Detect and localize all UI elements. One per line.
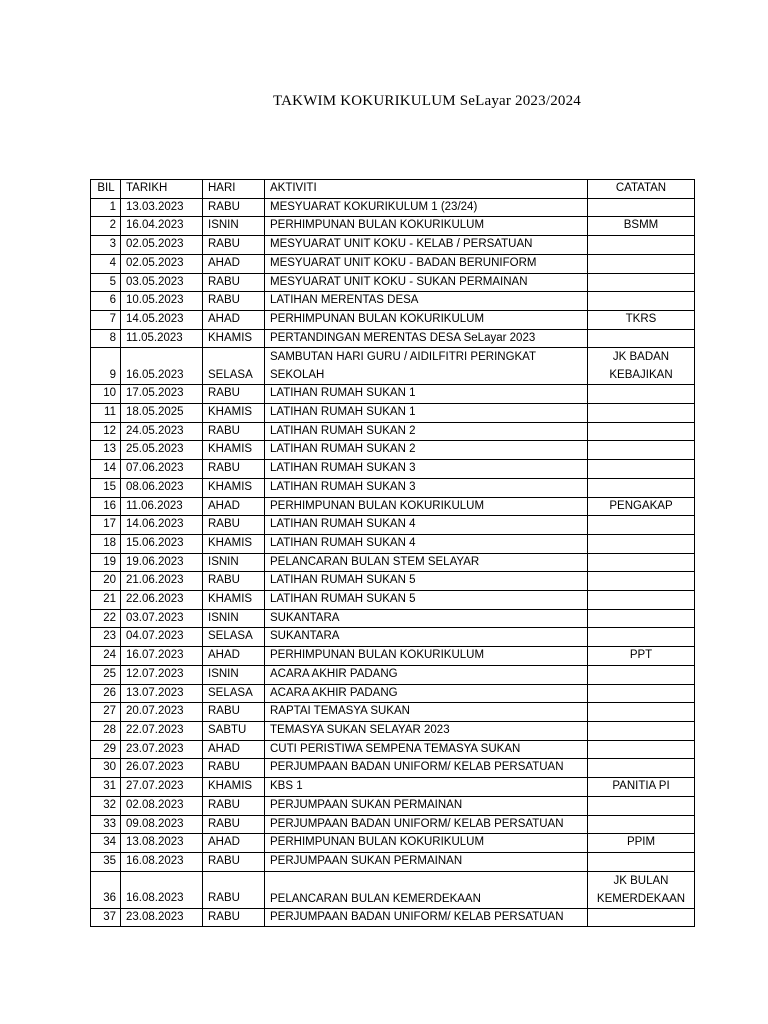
header-tarikh: TARIKH — [121, 180, 203, 199]
cell-aktiviti: MESYUARAT UNIT KOKU - BADAN BERUNIFORM — [265, 254, 588, 273]
table-row — [91, 198, 695, 217]
table-row — [91, 721, 695, 740]
cell-tarikh: 19.06.2023 — [121, 553, 203, 572]
cell-hari: AHAD — [203, 647, 265, 666]
cell-tarikh: 14.05.2023 — [121, 310, 203, 329]
cell-hari: SABTU — [203, 721, 265, 740]
cell-aktiviti: PERHIMPUNAN BULAN KOKURIKULUM — [265, 217, 588, 236]
cell-aktiviti: ACARA AKHIR PADANG — [265, 684, 588, 703]
cell-aktiviti: LATIHAN RUMAH SUKAN 1 — [265, 385, 588, 404]
cell-tarikh: 18.05.2025 — [121, 404, 203, 423]
cell-tarikh: 03.07.2023 — [121, 609, 203, 628]
cell-catatan — [588, 796, 695, 815]
cell-tarikh: 13.07.2023 — [121, 684, 203, 703]
cell-aktiviti: LATIHAN RUMAH SUKAN 2 — [265, 441, 588, 460]
table-row — [91, 778, 695, 797]
cell-bil: 16 — [91, 497, 121, 516]
cell-hari: RABU — [203, 703, 265, 722]
cell-hari: AHAD — [203, 834, 265, 853]
table-row — [91, 236, 695, 255]
cell-hari: RABU — [203, 852, 265, 871]
cell-hari: ISNIN — [203, 217, 265, 236]
table-row — [91, 796, 695, 815]
cell-tarikh: 13.08.2023 — [121, 834, 203, 853]
cell-tarikh: 27.07.2023 — [121, 778, 203, 797]
cell-bil: 21 — [91, 591, 121, 610]
table-row — [91, 497, 695, 516]
cell-aktiviti: KBS 1 — [265, 778, 588, 797]
cell-hari: RABU — [203, 385, 265, 404]
cell-catatan — [588, 684, 695, 703]
cell-catatan — [588, 441, 695, 460]
cell-hari: RABU — [203, 516, 265, 535]
cell-aktiviti: RAPTAI TEMASYA SUKAN — [265, 703, 588, 722]
cell-catatan — [588, 852, 695, 871]
table-row — [91, 422, 695, 441]
table-row — [91, 478, 695, 497]
cell-tarikh: 16.07.2023 — [121, 647, 203, 666]
cell-catatan — [588, 292, 695, 311]
header-hari: HARI — [203, 180, 265, 199]
cell-bil: 22 — [91, 609, 121, 628]
cell-catatan — [588, 572, 695, 591]
cell-catatan — [588, 908, 695, 927]
cell-hari: SELASA — [203, 348, 265, 385]
cell-aktiviti: PERJUMPAAN BADAN UNIFORM/ KELAB PERSATUAN — [265, 815, 588, 834]
cell-catatan — [588, 254, 695, 273]
cell-aktiviti: PERJUMPAAN SUKAN PERMAINAN — [265, 796, 588, 815]
cell-catatan: PENGAKAP — [588, 497, 695, 516]
cell-bil: 24 — [91, 647, 121, 666]
cell-aktiviti: PERHIMPUNAN BULAN KOKURIKULUM — [265, 834, 588, 853]
cell-aktiviti: LATIHAN MERENTAS DESA — [265, 292, 588, 311]
table-row — [91, 665, 695, 684]
cell-hari: RABU — [203, 908, 265, 927]
cell-bil: 20 — [91, 572, 121, 591]
cell-tarikh: 16.08.2023 — [121, 871, 203, 908]
cell-aktiviti: LATIHAN RUMAH SUKAN 3 — [265, 478, 588, 497]
cell-bil: 6 — [91, 292, 121, 311]
cell-tarikh: 10.05.2023 — [121, 292, 203, 311]
cell-bil: 2 — [91, 217, 121, 236]
cell-hari: ISNIN — [203, 553, 265, 572]
cell-bil: 25 — [91, 665, 121, 684]
cell-catatan — [588, 665, 695, 684]
cell-catatan: JK BADAN KEBAJIKAN — [588, 348, 695, 385]
cell-tarikh: 22.07.2023 — [121, 721, 203, 740]
table-row — [91, 871, 695, 908]
cell-bil: 27 — [91, 703, 121, 722]
cell-tarikh: 20.07.2023 — [121, 703, 203, 722]
cell-hari: ISNIN — [203, 609, 265, 628]
cell-tarikh: 26.07.2023 — [121, 759, 203, 778]
activity-calendar-table — [90, 179, 695, 927]
cell-hari: KHAMIS — [203, 534, 265, 553]
cell-bil: 9 — [91, 348, 121, 385]
cell-hari: ISNIN — [203, 665, 265, 684]
table-row — [91, 348, 695, 385]
cell-bil: 4 — [91, 254, 121, 273]
cell-hari: KHAMIS — [203, 778, 265, 797]
cell-aktiviti: LATIHAN RUMAH SUKAN 1 — [265, 404, 588, 423]
cell-catatan — [588, 236, 695, 255]
cell-bil: 18 — [91, 534, 121, 553]
cell-bil: 26 — [91, 684, 121, 703]
cell-tarikh: 02.08.2023 — [121, 796, 203, 815]
cell-aktiviti: CUTI PERISTIWA SEMPENA TEMASYA SUKAN — [265, 740, 588, 759]
table-row — [91, 385, 695, 404]
cell-aktiviti: LATIHAN RUMAH SUKAN 5 — [265, 591, 588, 610]
table-row — [91, 815, 695, 834]
table-row — [91, 329, 695, 348]
cell-catatan — [588, 273, 695, 292]
table-row — [91, 740, 695, 759]
cell-catatan — [588, 553, 695, 572]
cell-aktiviti: MESYUARAT KOKURIKULUM 1 (23/24) — [265, 198, 588, 217]
cell-tarikh: 16.08.2023 — [121, 852, 203, 871]
cell-tarikh: 09.08.2023 — [121, 815, 203, 834]
cell-tarikh: 25.05.2023 — [121, 441, 203, 460]
table-row — [91, 404, 695, 423]
cell-bil: 37 — [91, 908, 121, 927]
cell-catatan — [588, 516, 695, 535]
table-row — [91, 759, 695, 778]
cell-tarikh: 16.05.2023 — [121, 348, 203, 385]
cell-tarikh: 23.07.2023 — [121, 740, 203, 759]
cell-catatan — [588, 478, 695, 497]
cell-aktiviti: SUKANTARA — [265, 628, 588, 647]
cell-catatan: TKRS — [588, 310, 695, 329]
cell-tarikh: 23.08.2023 — [121, 908, 203, 927]
cell-hari: KHAMIS — [203, 441, 265, 460]
table-row — [91, 834, 695, 853]
table-row — [91, 908, 695, 927]
cell-bil: 36 — [91, 871, 121, 908]
cell-bil: 33 — [91, 815, 121, 834]
cell-catatan — [588, 721, 695, 740]
cell-aktiviti: PERTANDINGAN MERENTAS DESA SeLayar 2023 — [265, 329, 588, 348]
table-row — [91, 534, 695, 553]
cell-bil: 34 — [91, 834, 121, 853]
cell-catatan: PANITIA PI — [588, 778, 695, 797]
table-row — [91, 703, 695, 722]
cell-catatan — [588, 628, 695, 647]
cell-tarikh: 07.06.2023 — [121, 460, 203, 479]
cell-hari: RABU — [203, 273, 265, 292]
cell-bil: 5 — [91, 273, 121, 292]
cell-catatan — [588, 385, 695, 404]
table-row — [91, 460, 695, 479]
table-row — [91, 628, 695, 647]
cell-catatan — [588, 460, 695, 479]
cell-aktiviti: SAMBUTAN HARI GURU / AIDILFITRI PERINGKAT SEKOLAH — [265, 348, 588, 385]
cell-catatan — [588, 703, 695, 722]
cell-catatan: PPT — [588, 647, 695, 666]
table-row — [91, 292, 695, 311]
cell-tarikh: 11.06.2023 — [121, 497, 203, 516]
cell-aktiviti: PELANCARAN BULAN KEMERDEKAAN — [265, 871, 588, 908]
cell-hari: RABU — [203, 198, 265, 217]
cell-hari: AHAD — [203, 497, 265, 516]
table-row — [91, 852, 695, 871]
cell-tarikh: 13.03.2023 — [121, 198, 203, 217]
cell-tarikh: 02.05.2023 — [121, 236, 203, 255]
cell-aktiviti: MESYUARAT UNIT KOKU - KELAB / PERSATUAN — [265, 236, 588, 255]
cell-aktiviti: LATIHAN RUMAH SUKAN 4 — [265, 516, 588, 535]
cell-hari: RABU — [203, 796, 265, 815]
cell-hari: RABU — [203, 572, 265, 591]
cell-aktiviti: PERHIMPUNAN BULAN KOKURIKULUM — [265, 497, 588, 516]
cell-hari: RABU — [203, 460, 265, 479]
cell-aktiviti: MESYUARAT UNIT KOKU - SUKAN PERMAINAN — [265, 273, 588, 292]
cell-tarikh: 02.05.2023 — [121, 254, 203, 273]
cell-bil: 35 — [91, 852, 121, 871]
table-row — [91, 254, 695, 273]
cell-aktiviti: SUKANTARA — [265, 609, 588, 628]
cell-catatan — [588, 534, 695, 553]
cell-bil: 11 — [91, 404, 121, 423]
cell-tarikh: 21.06.2023 — [121, 572, 203, 591]
document-title: TAKWIM KOKURIKULUM SeLayar 2023/2024 — [272, 93, 582, 109]
table-row — [91, 217, 695, 236]
cell-hari: RABU — [203, 236, 265, 255]
cell-catatan — [588, 591, 695, 610]
cell-catatan — [588, 198, 695, 217]
cell-bil: 10 — [91, 385, 121, 404]
cell-bil: 32 — [91, 796, 121, 815]
header-bil: BIL — [91, 180, 121, 199]
cell-hari: AHAD — [203, 740, 265, 759]
cell-tarikh: 04.07.2023 — [121, 628, 203, 647]
cell-catatan — [588, 740, 695, 759]
header-aktiviti: AKTIVITI — [265, 180, 588, 199]
table-row — [91, 516, 695, 535]
cell-hari: KHAMIS — [203, 404, 265, 423]
cell-aktiviti: LATIHAN RUMAH SUKAN 2 — [265, 422, 588, 441]
cell-aktiviti: PERHIMPUNAN BULAN KOKURIKULUM — [265, 310, 588, 329]
cell-tarikh: 11.05.2023 — [121, 329, 203, 348]
cell-bil: 1 — [91, 198, 121, 217]
cell-hari: RABU — [203, 292, 265, 311]
cell-bil: 14 — [91, 460, 121, 479]
table-row — [91, 647, 695, 666]
cell-hari: SELASA — [203, 628, 265, 647]
cell-bil: 31 — [91, 778, 121, 797]
cell-tarikh: 14.06.2023 — [121, 516, 203, 535]
cell-tarikh: 15.06.2023 — [121, 534, 203, 553]
cell-aktiviti: PERJUMPAAN BADAN UNIFORM/ KELAB PERSATUAN — [265, 908, 588, 927]
cell-tarikh: 24.05.2023 — [121, 422, 203, 441]
cell-hari: SELASA — [203, 684, 265, 703]
cell-bil: 3 — [91, 236, 121, 255]
table-header-row — [91, 180, 695, 199]
cell-tarikh: 22.06.2023 — [121, 591, 203, 610]
cell-hari: RABU — [203, 815, 265, 834]
cell-bil: 23 — [91, 628, 121, 647]
cell-catatan: PPIM — [588, 834, 695, 853]
cell-bil: 17 — [91, 516, 121, 535]
header-catatan: CATATAN — [588, 180, 695, 199]
table-row — [91, 591, 695, 610]
cell-aktiviti: LATIHAN RUMAH SUKAN 4 — [265, 534, 588, 553]
cell-bil: 19 — [91, 553, 121, 572]
cell-hari: AHAD — [203, 254, 265, 273]
table-row — [91, 684, 695, 703]
cell-bil: 8 — [91, 329, 121, 348]
cell-aktiviti: PERJUMPAAN BADAN UNIFORM/ KELAB PERSATUAN — [265, 759, 588, 778]
table-row — [91, 609, 695, 628]
cell-hari: KHAMIS — [203, 329, 265, 348]
cell-aktiviti: PERHIMPUNAN BULAN KOKURIKULUM — [265, 647, 588, 666]
cell-catatan — [588, 609, 695, 628]
cell-catatan — [588, 815, 695, 834]
cell-tarikh: 16.04.2023 — [121, 217, 203, 236]
cell-tarikh: 08.06.2023 — [121, 478, 203, 497]
table-row — [91, 310, 695, 329]
cell-hari: KHAMIS — [203, 478, 265, 497]
cell-catatan — [588, 759, 695, 778]
cell-tarikh: 17.05.2023 — [121, 385, 203, 404]
cell-aktiviti: LATIHAN RUMAH SUKAN 3 — [265, 460, 588, 479]
cell-aktiviti: PELANCARAN BULAN STEM SELAYAR — [265, 553, 588, 572]
cell-hari: RABU — [203, 422, 265, 441]
cell-hari: AHAD — [203, 310, 265, 329]
cell-bil: 13 — [91, 441, 121, 460]
cell-catatan — [588, 404, 695, 423]
cell-catatan: BSMM — [588, 217, 695, 236]
cell-catatan — [588, 422, 695, 441]
cell-bil: 15 — [91, 478, 121, 497]
table-row — [91, 553, 695, 572]
table-row — [91, 572, 695, 591]
cell-tarikh: 03.05.2023 — [121, 273, 203, 292]
cell-aktiviti: PERJUMPAAN SUKAN PERMAINAN — [265, 852, 588, 871]
table-body — [91, 198, 695, 927]
cell-bil: 12 — [91, 422, 121, 441]
cell-hari: RABU — [203, 759, 265, 778]
cell-aktiviti: LATIHAN RUMAH SUKAN 5 — [265, 572, 588, 591]
cell-bil: 28 — [91, 721, 121, 740]
cell-aktiviti: ACARA AKHIR PADANG — [265, 665, 588, 684]
cell-bil: 29 — [91, 740, 121, 759]
cell-aktiviti: TEMASYA SUKAN SELAYAR 2023 — [265, 721, 588, 740]
cell-bil: 7 — [91, 310, 121, 329]
cell-hari: KHAMIS — [203, 591, 265, 610]
table-row — [91, 441, 695, 460]
table-row — [91, 273, 695, 292]
cell-bil: 30 — [91, 759, 121, 778]
cell-hari: RABU — [203, 871, 265, 908]
cell-catatan: JK BULAN KEMERDEKAAN — [588, 871, 695, 908]
cell-tarikh: 12.07.2023 — [121, 665, 203, 684]
cell-catatan — [588, 329, 695, 348]
